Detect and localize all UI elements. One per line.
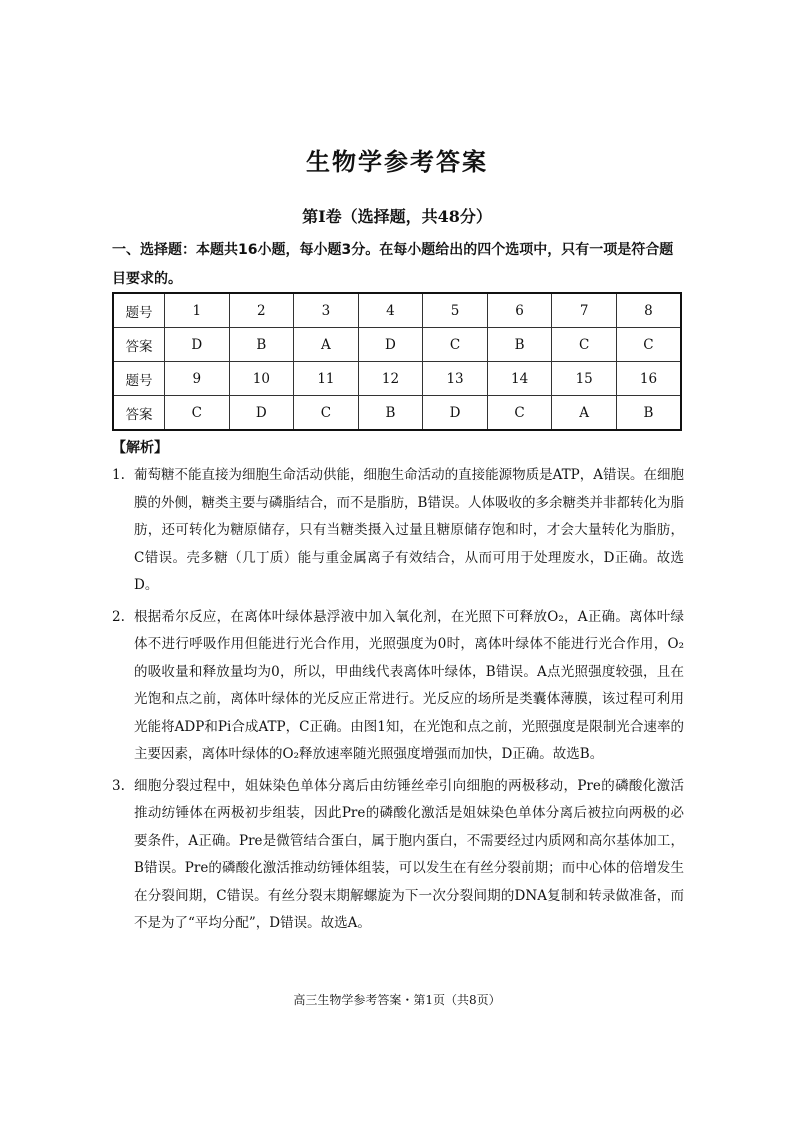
table-cell: 4 <box>358 293 423 328</box>
table-cell: D <box>423 396 488 431</box>
answer-table <box>112 292 682 431</box>
answer-explanations <box>112 462 684 942</box>
table-cell: 14 <box>487 362 552 396</box>
table-cell: 7 <box>552 293 617 328</box>
table-cell: 11 <box>294 362 359 396</box>
table-cell: 8 <box>616 293 681 328</box>
table-row <box>113 293 681 328</box>
table-cell: 13 <box>423 362 488 396</box>
table-row <box>113 396 681 431</box>
answer-number: 3. <box>112 777 125 794</box>
table-cell: D <box>358 328 423 362</box>
answer-item <box>112 773 684 938</box>
answer-item <box>112 604 684 769</box>
table-cell: A <box>552 396 617 431</box>
table-cell: 3 <box>294 293 359 328</box>
table-cell: 9 <box>165 362 230 396</box>
answer-text: 根据希尔反应，在离体叶绿体悬浮液中加入氧化剂，在光照下可释放O₂，A正确。离体叶绿体不进行呼吸作用但能进行光合作用，光照强度为0时，离体叶绿体不能进行光合作用，O₂的吸收量和释放量均为0，所以，甲曲线代表离体叶绿体，B错误。A点光照强度较强，且在光饱和点之前，离体叶绿体的光反应正常进行。光反应的场所是类囊体薄膜，该过程可利用光能将ADP和Pi合成ATP，C正确。由图1知，在光饱和点之前，光照强度是限制光合速率的主要因素，离体叶绿体的O₂释放速率随光照强度增强而加快，D正确。故选B。 <box>134 608 684 762</box>
page-title: 生物学参考答案 <box>306 148 488 176</box>
table-cell: B <box>358 396 423 431</box>
analysis-label: 【解析】 <box>112 440 168 456</box>
section-title: 第Ⅰ卷（选择题，共48分） <box>302 207 492 226</box>
table-cell: B <box>616 396 681 431</box>
table-cell: 12 <box>358 362 423 396</box>
answer-number: 1. <box>112 467 125 483</box>
row-label: 题号 <box>113 362 165 396</box>
row-label: 答案 <box>113 396 165 431</box>
page-footer: 高三生物学参考答案・第1页（共8页） <box>293 993 501 1007</box>
table-cell: 10 <box>229 362 294 396</box>
answer-text: 葡萄糖不能直接为细胞生命活动供能，细胞生命活动的直接能源物质是ATP，A错误。在细胞膜的外侧，糖类主要与磷脂结合，而不是脂肪，B错误。人体吸收的多余糖类并非都转化为脂肪，还可转化为糖原储存，只有当糖类摄入过量且糖原储存饱和时，才会大量转化为脂肪，C错误。壳多糖（几丁质）能与重金属离子有效结合，从而可用于处理废水，D正确。故选D。 <box>134 467 684 593</box>
table-cell: 6 <box>487 293 552 328</box>
instructions: 一、选择题：本题共16小题，每小题3分。在每小题给出的四个选项中，只有一项是符合题目要求的。 <box>112 242 674 287</box>
table-cell: C <box>423 328 488 362</box>
answer-text: 细胞分裂过程中，姐妹染色单体分离后由纺锤丝牵引向细胞的两极移动，Pre的磷酸化激活推动纺锤体在两极初步组装，因此Pre的磷酸化激活是姐妹染色单体分离后被拉向两极的必要条件，A正确。Pre是微管结合蛋白，属于胞内蛋白，不需要经过内质网和高尔基体加工，B错误。Pre的磷酸化激活推动纺锤体组装，可以发生在有丝分裂前期；而中心体的倍增发生在分裂间期，C错误。有丝分裂末期解螺旋为下一次分裂间期的DNA复制和转录做准备，而不是为了“平均分配”，D错误。故选A。 <box>134 777 684 931</box>
table-cell: B <box>229 328 294 362</box>
table-cell: C <box>552 328 617 362</box>
table-cell: D <box>229 396 294 431</box>
table-cell: D <box>165 328 230 362</box>
table-cell: C <box>616 328 681 362</box>
row-label: 答案 <box>113 328 165 362</box>
table-cell: 15 <box>552 362 617 396</box>
table-row <box>113 328 681 362</box>
answer-item <box>112 462 684 600</box>
table-cell: 16 <box>616 362 681 396</box>
table-cell: 5 <box>423 293 488 328</box>
table-cell: C <box>294 396 359 431</box>
table-cell: C <box>487 396 552 431</box>
row-label: 题号 <box>113 293 165 328</box>
table-row <box>113 362 681 396</box>
table-cell: A <box>294 328 359 362</box>
table-cell: C <box>165 396 230 431</box>
table-cell: 2 <box>229 293 294 328</box>
table-cell: 1 <box>165 293 230 328</box>
table-cell: B <box>487 328 552 362</box>
answer-number: 2. <box>112 608 125 625</box>
